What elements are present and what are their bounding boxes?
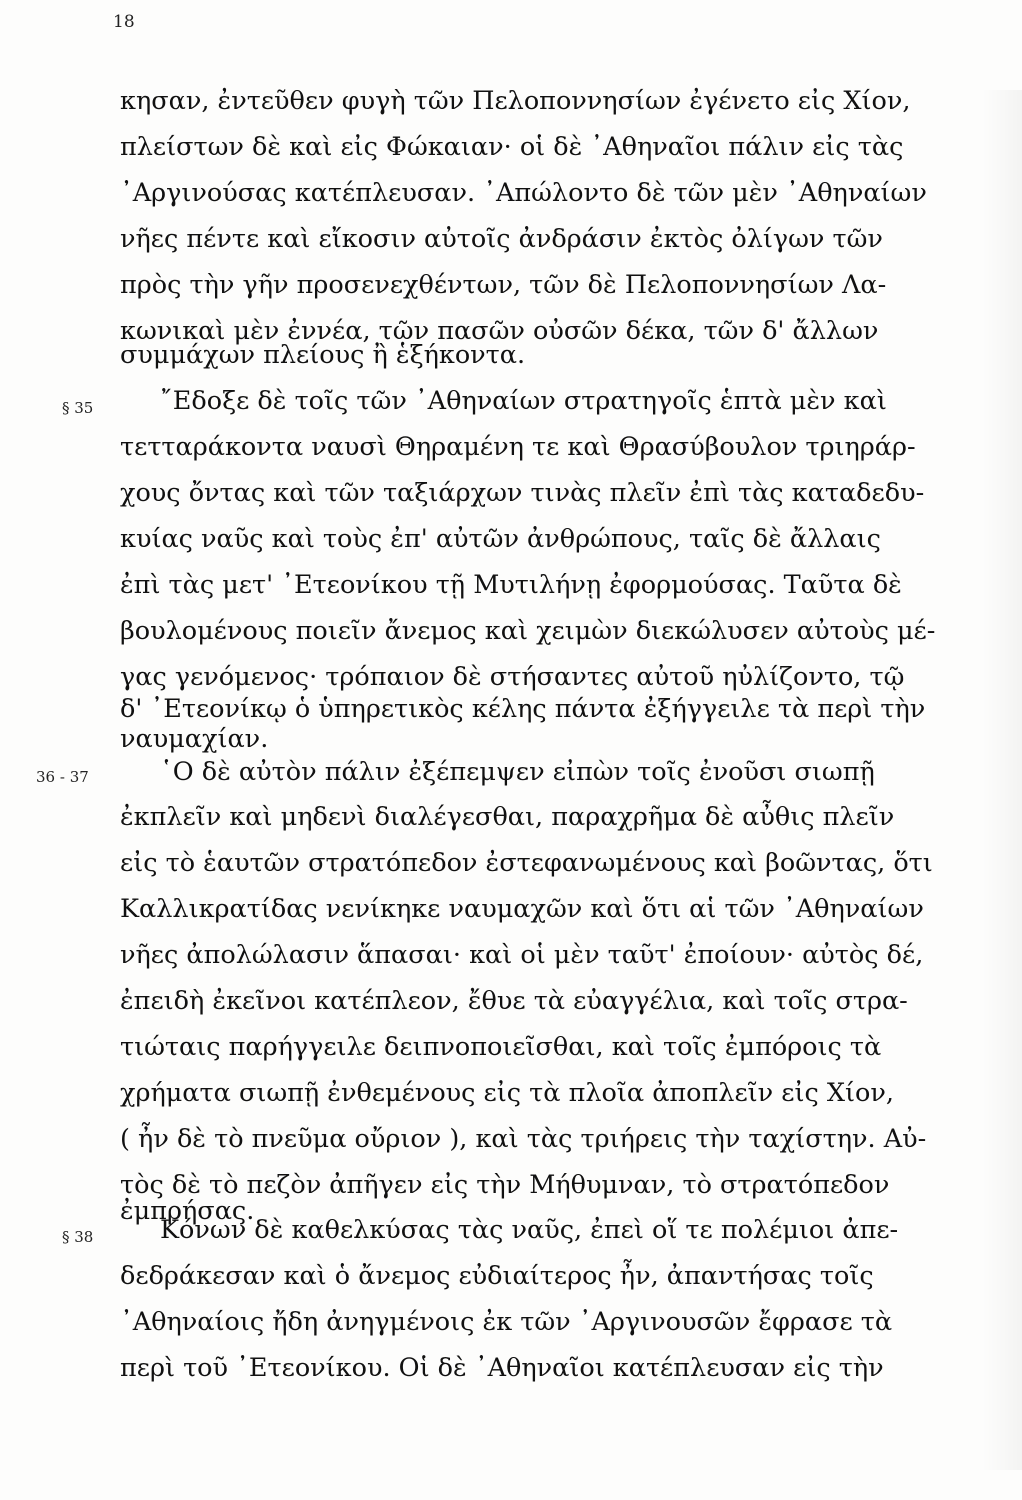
text-line: ῎Εδοξε δὲ τοῖς τῶν ᾿Αθηναίων στρατηγοῖς ἑπτὰ μὲν καὶ <box>160 386 887 416</box>
text-line: ( ἦν δὲ τὸ πνεῦμα οὔριον ), καὶ τὰς τριήρεις τὴν ταχίστην. Αὐ- <box>120 1124 927 1154</box>
text-line: Κόνων δὲ καθελκύσας τὰς ναῦς, ἐπεὶ οἵ τε πολέμιοι ἀπε- <box>160 1215 899 1245</box>
section-marker: § 38 <box>62 1228 94 1246</box>
text-line: ἐμπρήσας. <box>120 1196 255 1226</box>
text-line: κυίας ναῦς καὶ τοὺς ἐπ' αὐτῶν ἀνθρώπους, ταῖς δὲ ἄλλαις <box>120 524 881 554</box>
text-line: τετταράκοντα ναυσὶ Θηραμένη τε καὶ Θρασύβουλον τριηράρ- <box>120 432 916 462</box>
text-line: χους ὄντας καὶ τῶν ταξιάρχων τινὰς πλεῖν ἐπὶ τὰς καταδεδυ- <box>120 478 925 508</box>
text-line: ἐπειδὴ ἐκεῖνοι κατέπλεον, ἔθυε τὰ εὐαγγέλια, καὶ τοῖς στρα- <box>120 986 908 1016</box>
text-line: πρὸς τὴν γῆν προσενεχθέντων, τῶν δὲ Πελοποννησίων Λα- <box>120 270 887 300</box>
text-line: νῆες πέντε καὶ εἴκοσιν αὐτοῖς ἀνδράσιν ἐκτὸς ὀλίγων τῶν <box>120 224 883 254</box>
text-line: δεδράκεσαν καὶ ὁ ἄνεμος εὐδιαίτερος ἦν, ἀπαντήσας τοῖς <box>120 1261 874 1291</box>
section-marker: § 35 <box>62 399 94 417</box>
text-line: χρήματα σιωπῇ ἐνθεμένους εἰς τὰ πλοῖα ἀποπλεῖν εἰς Χίον, <box>120 1078 894 1108</box>
text-line: εἰς τὸ ἑαυτῶν στρατόπεδον ἐστεφανωμένους καὶ βοῶντας, ὅτι <box>120 848 933 878</box>
facing-page-shadow <box>982 90 1022 1470</box>
text-line: ἐκπλεῖν καὶ μηδενὶ διαλέγεσθαι, παραχρῆμα δὲ αὖθις πλεῖν <box>120 802 895 832</box>
text-line: κωνικαὶ μὲν ἐννέα, τῶν πασῶν οὐσῶν δέκα, τῶν δ' ἄλλων <box>120 316 879 346</box>
text-line: νῆες ἀπολώλασιν ἅπασαι· καὶ οἱ μὲν ταῦτ' ἐποίουν· αὐτὸς δέ, <box>120 940 924 970</box>
text-line: ᾿Αργινούσας κατέπλευσαν. ᾿Απώλοντο δὲ τῶν μὲν ᾿Αθηναίων <box>120 178 927 208</box>
text-line: πλείστων δὲ καὶ εἰς Φώκαιαν· οἱ δὲ ᾿Αθηναῖοι πάλιν εἰς τὰς <box>120 132 904 162</box>
text-line: συμμάχων πλείους ἢ ἑξήκοντα. <box>120 340 526 370</box>
text-line: βουλομένους ποιεῖν ἄνεμος καὶ χειμὼν διεκώλυσεν αὐτοὺς μέ- <box>120 616 936 646</box>
page-number: 18 <box>113 12 135 32</box>
text-line: κησαν, ἐντεῦθεν φυγὴ τῶν Πελοποννησίων ἐγένετο εἰς Χίον, <box>120 86 911 116</box>
text-line: δ' ᾿Ετεονίκῳ ὁ ὑπηρετικὸς κέλης πάντα ἐξήγγειλε τὰ περὶ τὴν <box>120 694 926 724</box>
text-line: Καλλικρατίδας νενίκηκε ναυμαχῶν καὶ ὅτι αἱ τῶν ᾿Αθηναίων <box>120 894 924 924</box>
text-line: περὶ τοῦ ᾿Ετεονίκου. Οἱ δὲ ᾿Αθηναῖοι κατέπλευσαν εἰς τὴν <box>120 1353 884 1383</box>
section-marker: 36 - 37 <box>36 768 89 786</box>
text-line: ναυμαχίαν. <box>120 724 269 754</box>
text-line: τιώταις παρήγγειλε δειπνοποιεῖσθαι, καὶ τοῖς ἐμπόροις τὰ <box>120 1032 882 1062</box>
text-line: ᾿Αθηναίοις ἤδη ἀνηγμένοις ἐκ τῶν ᾿Αργινουσῶν ἔφρασε τὰ <box>120 1307 893 1337</box>
text-line: ἐπὶ τὰς μετ' ᾿Ετεονίκου τῇ Μυτιλήνῃ ἐφορμούσας. Ταῦτα δὲ <box>120 570 902 600</box>
text-line: τὸς δὲ τὸ πεζὸν ἀπῆγεν εἰς τὴν Μήθυμναν, τὸ στρατόπεδον <box>120 1170 890 1200</box>
text-line: ῾Ο δὲ αὐτὸν πάλιν ἐξέπεμψεν εἰπὼν τοῖς ἐνοῦσι σιωπῇ <box>160 757 875 787</box>
text-line: γας γενόμενος· τρόπαιον δὲ στήσαντες αὐτοῦ ηὐλίζοντο, τῷ <box>120 662 905 692</box>
